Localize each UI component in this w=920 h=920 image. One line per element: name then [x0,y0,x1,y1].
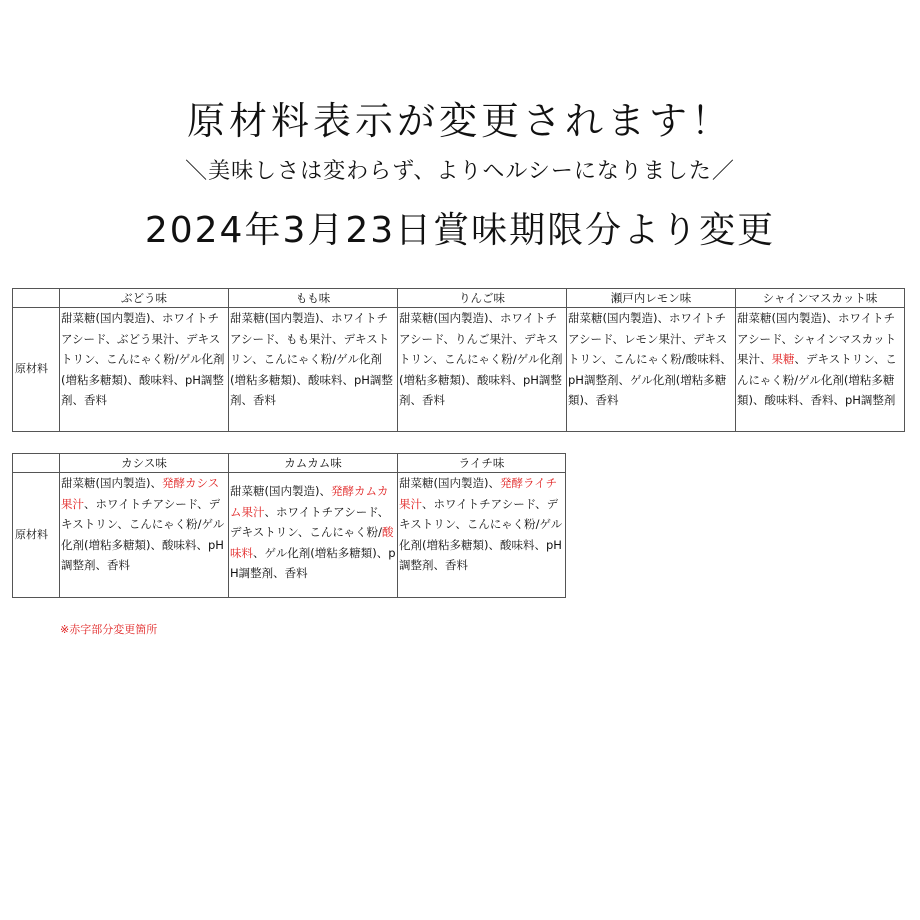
flavor-header: カシス味 [60,454,229,473]
ingredients-cell [60,473,229,598]
subtitle-wrap [0,157,920,187]
row-label-ingredients: 原材料 [13,308,60,432]
ingredient-text: 、ホワイトチアシード、デキストリン、こんにゃく粉/ [230,504,390,539]
table-row [13,473,566,598]
ingredient-text: 、ホワイトチアシード、デキストリン、こんにゃく粉/ゲル化剤(増粘多糖類)、酸味料、pH調整剤、香料 [61,496,225,572]
changed-parts-note: ※赤字部分変更箇所 [60,623,158,636]
ingredient-text: 、ゲル化剤(増粘多糖類)、pH調整剤、香料 [230,545,396,580]
changed-ingredient-text: 果糖 [771,352,795,366]
ingredients-table-2 [12,453,566,598]
subtitle: ＼美味しさは変わらず、よりヘルシーになりました／ [185,157,735,187]
flavor-header: もも味 [229,289,398,308]
changed-ingredient-text: 発酵カシス果汁 [61,476,220,511]
ingredient-text: 甜菜糖(国内製造)、ホワイトチアシード、りんご果汁、デキストリン、こんにゃく粉/ゲル化剤(増粘多糖類)、酸味料、pH調整剤、香料 [399,311,563,407]
row-label-ingredients: 原材料 [13,473,60,598]
flavor-header: カムカム味 [229,454,398,473]
flavor-header: ぶどう味 [60,289,229,308]
ingredient-text: 甜菜糖(国内製造)、 [61,476,162,490]
flavor-header: ライチ味 [398,454,566,473]
ingredient-text: 甜菜糖(国内製造)、ホワイトチアシード、ぶどう果汁、デキストリン、こんにゃく粉/ゲル化剤(増粘多糖類)、酸味料、pH調整剤、香料 [61,311,225,407]
table-header-row [13,289,905,308]
ingredient-text: 甜菜糖(国内製造)、ホワイトチアシード、もも果汁、デキストリン、こんにゃく粉/ゲル化剤(増粘多糖類)、酸味料、pH調整剤、香料 [230,311,393,407]
corner-cell [13,454,60,473]
ingredients-cell [398,308,567,432]
table-header-row [13,454,566,473]
ingredient-text: 甜菜糖(国内製造)、ホワイトチアシード、シャインマスカット果汁、 [737,311,897,366]
ingredients-table-1 [12,288,905,432]
flavor-header: りんご味 [398,289,567,308]
table-row [13,308,905,432]
ingredients-cell [567,308,736,432]
ingredients-cell [229,308,398,432]
ingredient-text: 甜菜糖(国内製造)、 [230,484,331,498]
corner-cell [13,289,60,308]
change-date-line: 2024年3月23日賞味期限分より変更 [144,210,776,251]
ingredients-cell [736,308,905,432]
ingredient-text: 、ホワイトチアシード、デキストリン、こんにゃく粉/ゲル化剤(増粘多糖類)、酸味料、pH調整剤、香料 [399,496,563,572]
ingredients-cell [398,473,566,598]
flavor-header: シャインマスカット味 [736,289,905,308]
flavor-header: 瀬戸内レモン味 [567,289,736,308]
ingredient-text: 甜菜糖(国内製造)、 [399,476,500,490]
ingredients-cell [60,308,229,432]
page-title: 原材料表示が変更されます！ [186,99,733,143]
changed-ingredient-text: 酸味料 [230,525,394,560]
changed-ingredient-text: 発酵ライチ果汁 [399,476,558,511]
ingredient-text: 甜菜糖(国内製造)、ホワイトチアシード、レモン果汁、デキストリン、こんにゃく粉/酸味料、pH調整剤、ゲル化剤(増粘多糖類)、香料 [568,311,732,407]
ingredient-text: 、デキストリン、こんにゃく粉/ゲル化剤(増粘多糖類)、酸味料、香料、pH調整剤 [737,352,897,407]
changed-ingredient-text: 発酵カムカム果汁 [230,484,389,519]
ingredients-cell [229,473,398,598]
